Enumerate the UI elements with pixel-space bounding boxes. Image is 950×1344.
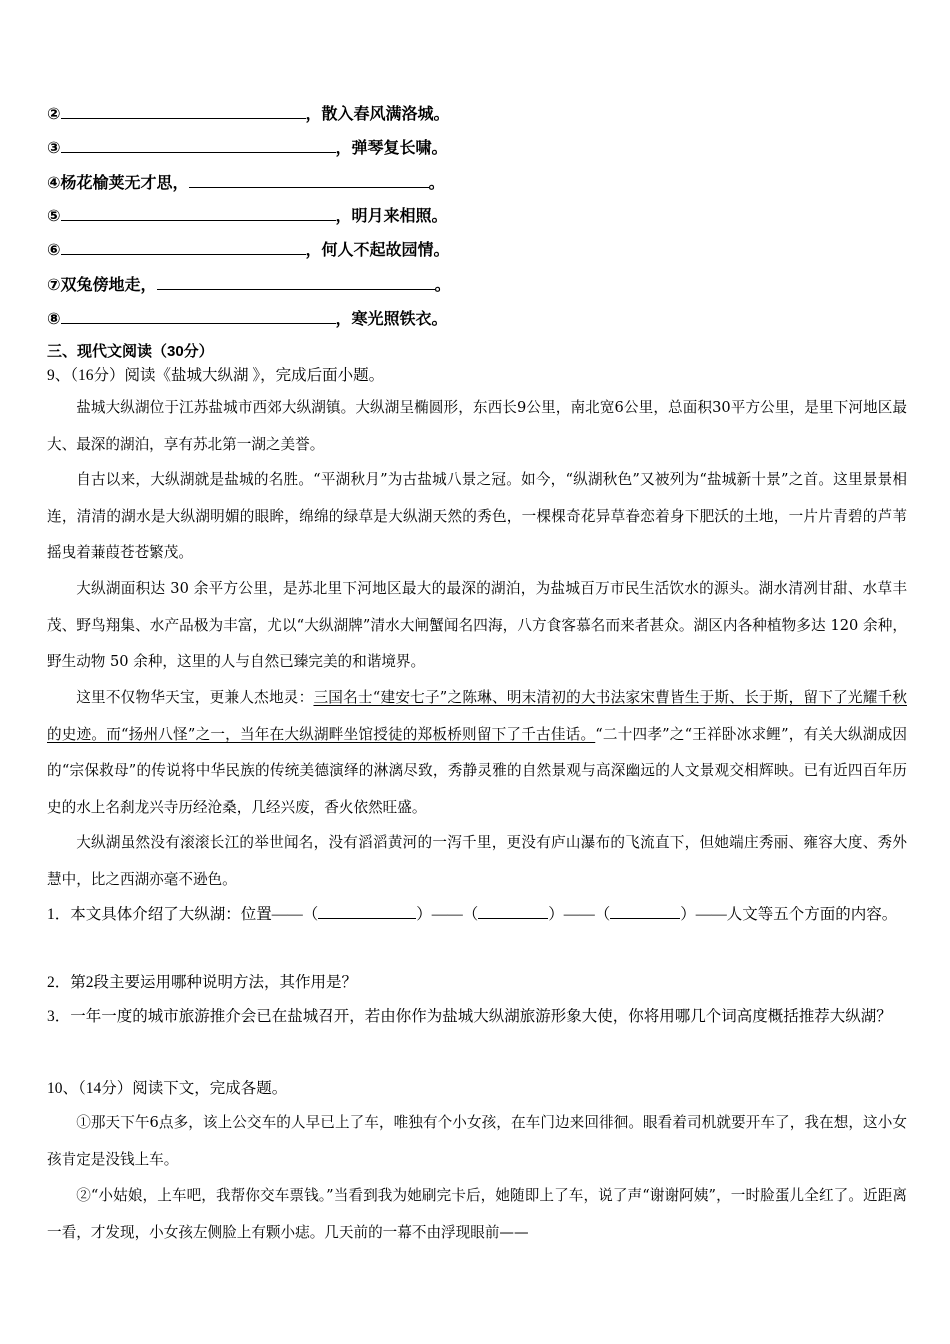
question-text: ）——（ — [416, 906, 479, 923]
answer-blank[interactable] — [189, 170, 429, 188]
question-text: ）——（ — [548, 906, 611, 923]
paragraph-text: “二十四孝”之“王祥卧冰求鲤”，有关大纵湖成因的“宗保救母”的传说将中华民族的传统美德演绎的淋漓尽致，秀静灵雅的自然景观与高深幽远的人文景观交相辉映。已有近四百年历史的水上名刹龙兴寺历经沧桑，几经兴废，香火依然旺盛。 — [47, 725, 907, 816]
answer-blank[interactable] — [157, 272, 435, 290]
verse-text: ，明月来相照。 — [335, 208, 448, 225]
verse-text: 双兔傍地走， — [60, 277, 157, 294]
fill-item-7 — [47, 272, 451, 298]
item-number: ② — [47, 106, 61, 123]
item-number: ⑥ — [47, 242, 61, 259]
question-text: ）——人文等五个方面的内容。 — [680, 906, 898, 923]
verse-text: 。 — [428, 175, 445, 192]
answer-blank[interactable] — [61, 101, 306, 119]
passage-paragraph — [47, 680, 907, 826]
passage-paragraph: ①那天下午6点多，该上公交车的人早已上了车，唯独有个小女孩，在车门边来回徘徊。眼看着司机就要开车了，我在想，这小女孩肯定是没钱上车。 — [47, 1114, 907, 1168]
verse-text: ，寒光照铁衣。 — [335, 311, 448, 328]
fill-item-6 — [47, 237, 450, 263]
paragraph-text: 这里不仅物华天宝，更兼人杰地灵： — [76, 689, 314, 706]
passage-paragraph: 大纵湖虽然没有滚滚长江的举世闻名，没有滔滔黄河的一泻千里，更没有庐山瀑布的飞流直下，但她端庄秀丽、雍容大度、秀外慧中，比之西湖亦毫不逊色。 — [47, 834, 907, 888]
question-text: 1．本文具体介绍了大纵湖：位置——（ — [47, 906, 319, 923]
passage-paragraph: 盐城大纵湖位于江苏盐城市西郊大纵湖镇。大纵湖呈椭圆形，东西长9公里，南北宽6公里，总面积30平方公里，是里下河地区最大、最深的湖泊，享有苏北第一湖之美誉。 — [47, 399, 907, 453]
sub-question-3: 3．一年一度的城市旅游推介会已在盐城召开，若由你作为盐城大纵湖旅游形象大使，你将用哪几个词高度概括推荐大纵湖？ — [47, 1008, 892, 1025]
fill-item-5 — [47, 203, 448, 229]
item-number: ⑦ — [47, 277, 61, 294]
verse-text: ，何人不起故园情。 — [305, 242, 450, 259]
verse-text: 杨花榆荚无才思， — [60, 175, 189, 192]
underlined-sentence: 三国名士“建安七子”之陈琳、明末清初的大书法家宋曹皆生于斯、长于斯，留下了光耀千秋的史迹。而“扬州八怪”之一，当年在大纵湖畔坐馆授徒的郑板桥则留下了千古佳话。 — [47, 689, 907, 743]
sub-question-2: 2．第2段主要运用哪种说明方法，其作用是？ — [47, 974, 358, 991]
passage-paragraph: ②“小姑娘，上车吧，我帮你交车票钱。”当看到我为她刷完卡后，她随即上了车，说了声“谢谢阿姨”，一时脸蛋儿全红了。近距离一看，才发现，小女孩左侧脸上有颗小痣。几天前的一幕不由浮现眼前—— — [47, 1187, 907, 1241]
verse-text: 。 — [434, 277, 451, 294]
item-number: ③ — [47, 140, 61, 157]
answer-blank[interactable] — [478, 902, 548, 919]
passage-paragraph: 自古以来，大纵湖就是盐城的名胜。“平湖秋月”为古盐城八景之冠。如今，“纵湖秋色”又被列为“盐城新十景”之首。这里景景相连，清清的湖水是大纵湖明媚的眼眸，绵绵的绿草是大纵湖天然的秀色，一棵棵奇花异草眷恋着身下肥沃的土地，一片片青碧的芦苇摇曳着蒹葭苍苍繁茂。 — [47, 471, 907, 561]
fill-item-8 — [47, 306, 448, 332]
sub-question-1 — [47, 897, 907, 934]
passage-paragraph: 大纵湖面积达 30 余平方公里，是苏北里下河地区最大的最深的湖泊，为盐城百万市民生活饮水的源头。湖水清冽甘甜、水草丰茂、野鸟翔集、水产品极为丰富，尤以“大纵湖牌”清水大闸蟹闻名四海，八方食客慕名而来者甚众。湖区内各种植物多达 120 余种，野生动物 50 余种，这里的人与自然已臻完美的和谐境界。 — [47, 580, 907, 670]
fill-item-2 — [47, 101, 450, 127]
item-number: ⑤ — [47, 208, 61, 225]
section-heading: 三、现代文阅读（30分） — [47, 343, 214, 360]
answer-blank[interactable] — [61, 203, 336, 221]
fill-item-4 — [47, 170, 445, 196]
fill-item-3 — [47, 135, 448, 161]
answer-blank[interactable] — [610, 902, 680, 919]
question-9-prompt: 9、（16分）阅读《盐城大纵湖 》，完成后面小题。 — [47, 367, 385, 384]
answer-blank[interactable] — [61, 135, 336, 153]
question-10-prompt: 10、（14分）阅读下文，完成各题。 — [47, 1080, 288, 1097]
answer-blank[interactable] — [61, 306, 336, 324]
verse-text: ，散入春风满洛城。 — [305, 106, 450, 123]
verse-text: ，弹琴复长啸。 — [335, 140, 448, 157]
answer-blank[interactable] — [61, 237, 306, 255]
item-number: ⑧ — [47, 311, 61, 328]
answer-blank[interactable] — [318, 902, 416, 919]
item-number: ④ — [47, 175, 61, 192]
